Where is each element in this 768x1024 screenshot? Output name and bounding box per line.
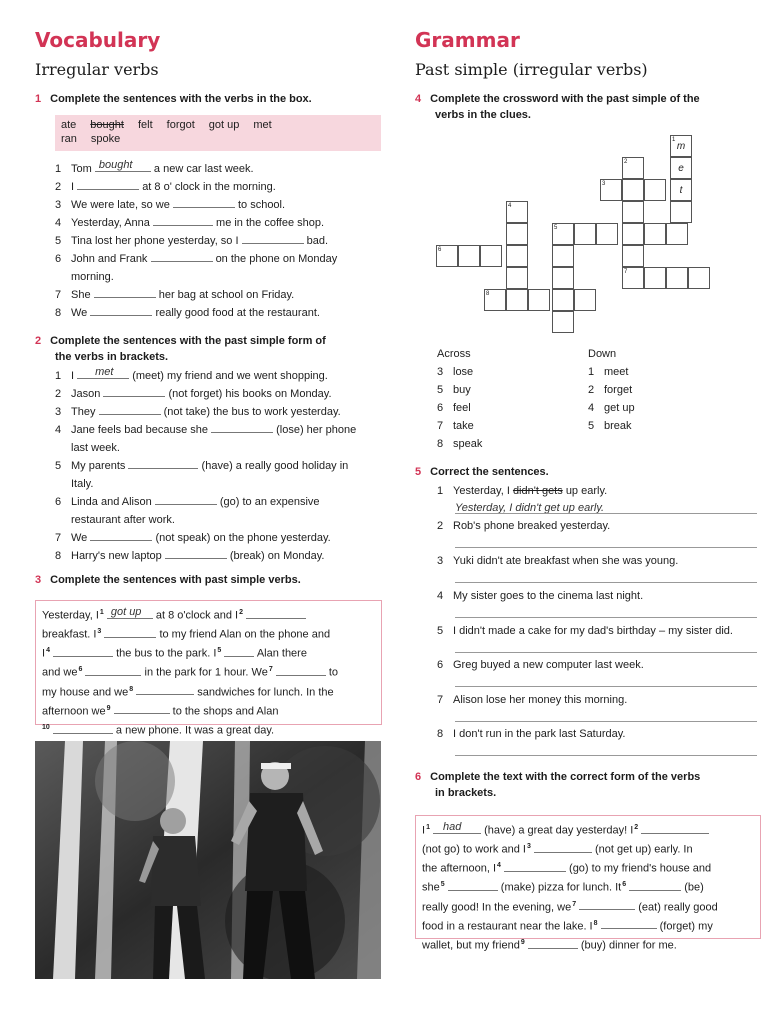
- crossword-cell[interactable]: [506, 289, 528, 311]
- ex2-title: [35, 333, 326, 365]
- ex6-line-4: she$^5$ (make) pizza for lunch. It$^6$ (be): [422, 881, 704, 895]
- ex6-blank-9[interactable]: [528, 938, 578, 949]
- ex3-blank-6[interactable]: [85, 665, 141, 676]
- ex5-title: [415, 464, 549, 480]
- ex2-item-6-cont: restaurant after work.: [71, 514, 175, 526]
- ex2-blank-2[interactable]: [103, 386, 165, 397]
- ex5-item-7: 7 Alison lose her money this morning.: [437, 694, 628, 706]
- crossword-cell[interactable]: [622, 223, 644, 245]
- ex1-item-8: 8 We really good food at the restaurant.: [55, 307, 320, 319]
- ex2-item-7: 7 We (not speak) on the phone yesterday.: [55, 532, 331, 544]
- ex3-line-4: and $we^6$ in the park for 1 hour. We$^7$ to: [42, 666, 339, 680]
- ex5-number: 5: [415, 466, 422, 478]
- ex5-answer-line[interactable]: [455, 652, 757, 653]
- down-clue: 2 forget: [588, 384, 633, 396]
- word-met: met: [253, 119, 272, 131]
- ex1-blank-3[interactable]: [173, 197, 235, 208]
- ex5-answer-1[interactable]: Yesterday, I didn't get up early.: [455, 502, 605, 514]
- ex1-item-4: 4 Yesterday, Anna me in the coffee shop.: [55, 217, 325, 229]
- down-clue: 1 meet: [588, 366, 629, 378]
- word-bought: bought: [90, 119, 124, 131]
- crossword-cell[interactable]: 7: [622, 267, 644, 289]
- crossword-grid: [430, 130, 730, 340]
- ex4-instruction-1: Complete the crossword with the past simple of the: [430, 93, 700, 105]
- ex5-answer-line[interactable]: [455, 513, 757, 514]
- ex6-line-3: the afternoon, $I^4$ (go) to my friend's house and: [422, 862, 712, 875]
- vocabulary-heading: Vocabulary: [35, 28, 161, 52]
- word-box-row1: [61, 118, 375, 132]
- ex1-blank-8[interactable]: [90, 305, 152, 316]
- crossword-cell[interactable]: [506, 245, 528, 267]
- ex3-line-2: breakfast. $I^3$ to my friend Alan on the phone and: [42, 628, 331, 641]
- across-clue: 7 take: [437, 420, 474, 432]
- crossword-cell[interactable]: [622, 179, 644, 201]
- ex6-blank-2[interactable]: [641, 823, 709, 834]
- crossword-cell[interactable]: [574, 223, 596, 245]
- ex1-blank-1[interactable]: bought: [95, 161, 151, 172]
- down-clue: 5 break: [588, 420, 632, 432]
- ex2-number: 2: [35, 335, 42, 347]
- ex5-item-6: 6 Greg buyed a new computer last week.: [437, 659, 644, 671]
- crossword-cell[interactable]: 3: [600, 179, 622, 201]
- ex6-blank-6[interactable]: [629, 880, 681, 891]
- word-forgot: forgot: [166, 119, 195, 131]
- ex3-blank-2[interactable]: [246, 608, 306, 619]
- crossword-cell[interactable]: 8: [484, 289, 506, 311]
- ex1-blank-6[interactable]: [151, 251, 213, 262]
- ex1-item-5: 5 Tina lost her phone yesterday, so I bad.: [55, 235, 329, 247]
- crossword-cell[interactable]: [552, 245, 574, 267]
- crossword-cell[interactable]: 2: [622, 157, 644, 179]
- ex3-line-7: $^{10}$ a new phone. It was a great day.: [42, 723, 275, 737]
- ex2-item-8: 8 Harry's new laptop (break) on Monday.: [55, 550, 325, 562]
- ex2-blank-4[interactable]: [211, 422, 273, 433]
- crossword-cell[interactable]: [622, 245, 644, 267]
- grammar-heading: Grammar: [415, 28, 520, 52]
- ex5-item-4: 4 My sister goes to the cinema last night.: [437, 590, 644, 602]
- ex1-blank-7[interactable]: [94, 287, 156, 298]
- ex5-strike: didn't gets: [512, 485, 563, 497]
- ex3-title: [35, 572, 301, 588]
- ex5-item-3: 3 Yuki didn't ate breakfast when she was young.: [437, 555, 679, 567]
- ex2-item-5-cont: Italy.: [71, 478, 94, 490]
- ex6-blank-3[interactable]: [534, 842, 592, 853]
- ex5-item-8: 8 I don't run in the park last Saturday.: [437, 728, 626, 740]
- ex2-item-6: 6 Linda and Alison (go) to an expensive: [55, 496, 320, 508]
- across-clue: 3 lose: [437, 366, 474, 378]
- crossword-cell[interactable]: [480, 245, 502, 267]
- crossword-cell[interactable]: [552, 311, 574, 333]
- ex1-blank-4[interactable]: [153, 215, 213, 226]
- ex1-item-2: 2 I at 8 o' clock in the morning.: [55, 181, 276, 193]
- ex6-line-1: $I^1$ had (have) a great day yesterday! $I^2$: [422, 820, 754, 839]
- ex5-instruction: Correct the sentences.: [430, 466, 549, 478]
- word-ate: ate: [61, 119, 77, 131]
- ex1-items: [55, 160, 385, 322]
- ex1-blank-5[interactable]: [242, 233, 304, 244]
- ex6-instruction-1: Complete the text with the correct form of the verbs: [430, 771, 701, 783]
- crossword-cell[interactable]: t: [670, 179, 692, 201]
- ex2-blank-5[interactable]: [128, 458, 198, 469]
- ex3-text-box: [35, 600, 382, 737]
- crossword-cell[interactable]: [666, 223, 688, 245]
- ex2-item-4: 4 Jane feels bad because she (lose) her phone: [55, 424, 357, 436]
- word-ran: ran: [61, 133, 77, 145]
- runners-photo: [35, 741, 381, 979]
- across-label: Across: [437, 348, 471, 360]
- ex1-instruction: Complete the sentences with the verbs in the box.: [50, 93, 312, 105]
- crossword-cell[interactable]: [528, 289, 550, 311]
- ex2-items: [55, 367, 390, 565]
- irregular-verbs-subheading: Irregular verbs: [35, 60, 159, 79]
- down-clue: 4 get up: [588, 402, 635, 414]
- ex4-number: 4: [415, 93, 422, 105]
- runners-photo-image: [35, 741, 381, 979]
- across-clue: 6 feel: [437, 402, 471, 414]
- ex5-answer-line[interactable]: [455, 547, 757, 548]
- down-label: Down: [588, 348, 617, 360]
- ex2-item-2: 2 Jason (not forget) his books on Monday.: [55, 388, 332, 400]
- ex6-text-box: [415, 815, 761, 952]
- across-clue: 5 buy: [437, 384, 471, 396]
- crossword-cell[interactable]: 4: [506, 201, 528, 223]
- ex2-blank-1[interactable]: met: [77, 368, 129, 379]
- crossword-cell[interactable]: [574, 289, 596, 311]
- ex6-line-7: wallet, but my friend$^9$ (buy) dinner for me.: [422, 938, 677, 952]
- ex1-title: [35, 91, 312, 107]
- ex5-answer-line[interactable]: [455, 686, 757, 687]
- ex2-item-4-cont: last week.: [71, 442, 120, 454]
- ex6-line-6: food in a restaurant near the lake. $I^8$ (forget) my: [422, 919, 713, 933]
- ex5-item-1: 1 Yesterday, I didn't gets up early.: [437, 485, 608, 497]
- ex2-blank-8[interactable]: [165, 548, 227, 559]
- crossword-cell[interactable]: [644, 267, 666, 289]
- ex4-title: [415, 91, 700, 123]
- ex6-blank-5[interactable]: [448, 880, 498, 891]
- crossword-cell[interactable]: [506, 223, 528, 245]
- ex2-item-5: 5 My parents (have) a really good holiday in: [55, 460, 349, 472]
- ex6-title: [415, 769, 700, 801]
- ex2-blank-7[interactable]: [90, 530, 152, 541]
- crossword-cell[interactable]: [552, 289, 574, 311]
- ex1-item-6-cont: morning.: [71, 271, 114, 283]
- word-box: [55, 115, 381, 151]
- ex3-instruction: Complete the sentences with past simple verbs.: [50, 574, 301, 586]
- crossword-cell[interactable]: [552, 267, 574, 289]
- ex6-instruction-2: in brackets.: [435, 787, 497, 799]
- ex3-blank-7[interactable]: [276, 665, 326, 676]
- ex1-item-3: 3 We were late, so we to school.: [55, 199, 286, 211]
- crossword-cell[interactable]: [596, 223, 618, 245]
- ex3-blank-1[interactable]: got up: [107, 608, 153, 619]
- ex6-line-2: (not go) to work and $I^3$ (not get up) early. In: [422, 843, 693, 856]
- ex2-blank-3[interactable]: [99, 404, 161, 415]
- ex3-line-3: $I^4$ the bus to the park. $I^5$ Alan there: [42, 647, 307, 660]
- crossword-cell[interactable]: [506, 267, 528, 289]
- crossword-cell[interactable]: [622, 201, 644, 223]
- word-got-up: got up: [208, 119, 240, 131]
- ex5-item-2: 2 Rob's phone breaked yesterday.: [437, 520, 611, 532]
- ex2-instruction-2: the verbs in brackets.: [55, 351, 169, 363]
- ex6-line-5: really good! In the evening, $we^7$ (eat) really good: [422, 900, 718, 914]
- crossword-cell[interactable]: [688, 267, 710, 289]
- crossword-cell[interactable]: [670, 201, 692, 223]
- ex1-blank-2[interactable]: [77, 179, 139, 190]
- ex1-item-1: 1 Tom bought a new car last week.: [55, 159, 254, 175]
- crossword-cell[interactable]: [644, 179, 666, 201]
- ex3-blank-4[interactable]: [53, 646, 113, 657]
- ex6-blank-1[interactable]: had: [433, 823, 481, 834]
- ex5-answer-line[interactable]: [455, 721, 757, 722]
- crossword-cell[interactable]: 5: [552, 223, 574, 245]
- ex3-number: 3: [35, 574, 42, 586]
- ex4-instruction-2: verbs in the clues.: [435, 109, 531, 121]
- ex5-item-5: 5 I didn't made a cake for my dad's birthday – my sister did.: [437, 625, 733, 637]
- ex3-line-6: afternoon $we^9$ to the shops and Alan: [42, 704, 279, 718]
- crossword-cell[interactable]: [458, 245, 480, 267]
- ex2-item-1: 1 I met (meet) my friend and we went shopping.: [55, 366, 328, 382]
- ex1-item-7: 7 She her bag at school on Friday.: [55, 289, 295, 301]
- ex3-line-5: my house and $we^8$ sandwiches for lunch. In the: [42, 685, 334, 699]
- down-clues: [588, 345, 635, 435]
- word-box-row2: [61, 132, 375, 146]
- crossword-cell[interactable]: e: [670, 157, 692, 179]
- crossword-cell[interactable]: 1 m: [670, 135, 692, 157]
- ex5-answer-line[interactable]: [455, 755, 757, 756]
- ex2-item-3: 3 They (not take) the bus to work yesterday.: [55, 406, 341, 418]
- crossword-cell[interactable]: [666, 267, 688, 289]
- ex6-blank-7[interactable]: [579, 899, 635, 910]
- crossword-cell[interactable]: 6: [436, 245, 458, 267]
- ex1-number: 1: [35, 93, 42, 105]
- ex1-item-6: 6 John and Frank on the phone on Monday: [55, 253, 338, 265]
- ex5-answer-line[interactable]: [455, 582, 757, 583]
- ex6-blank-8[interactable]: [601, 918, 657, 929]
- across-clues: [437, 345, 482, 453]
- ex5-answer-line[interactable]: [455, 617, 757, 618]
- ex6-number: 6: [415, 771, 422, 783]
- ex3-blank-9[interactable]: [114, 703, 170, 714]
- ex3-blank-10[interactable]: [53, 723, 113, 734]
- ex3-blank-3[interactable]: [104, 627, 156, 638]
- word-spoke: spoke: [90, 133, 121, 145]
- ex2-instruction-1: Complete the sentences with the past simple form of: [50, 335, 326, 347]
- ex3-blank-5[interactable]: [224, 646, 254, 657]
- ex3-blank-8[interactable]: [136, 684, 194, 695]
- word-felt: felt: [137, 119, 153, 131]
- across-clue: 8 speak: [437, 438, 483, 450]
- ex6-blank-4[interactable]: [504, 861, 566, 872]
- ex2-blank-6[interactable]: [155, 494, 217, 505]
- ex3-line-1: Yesterday, $I^1$ got up at 8 o'clock and $I^2$: [42, 605, 375, 624]
- past-simple-subheading: Past simple (irregular verbs): [415, 60, 648, 79]
- crossword-cell[interactable]: [644, 223, 666, 245]
